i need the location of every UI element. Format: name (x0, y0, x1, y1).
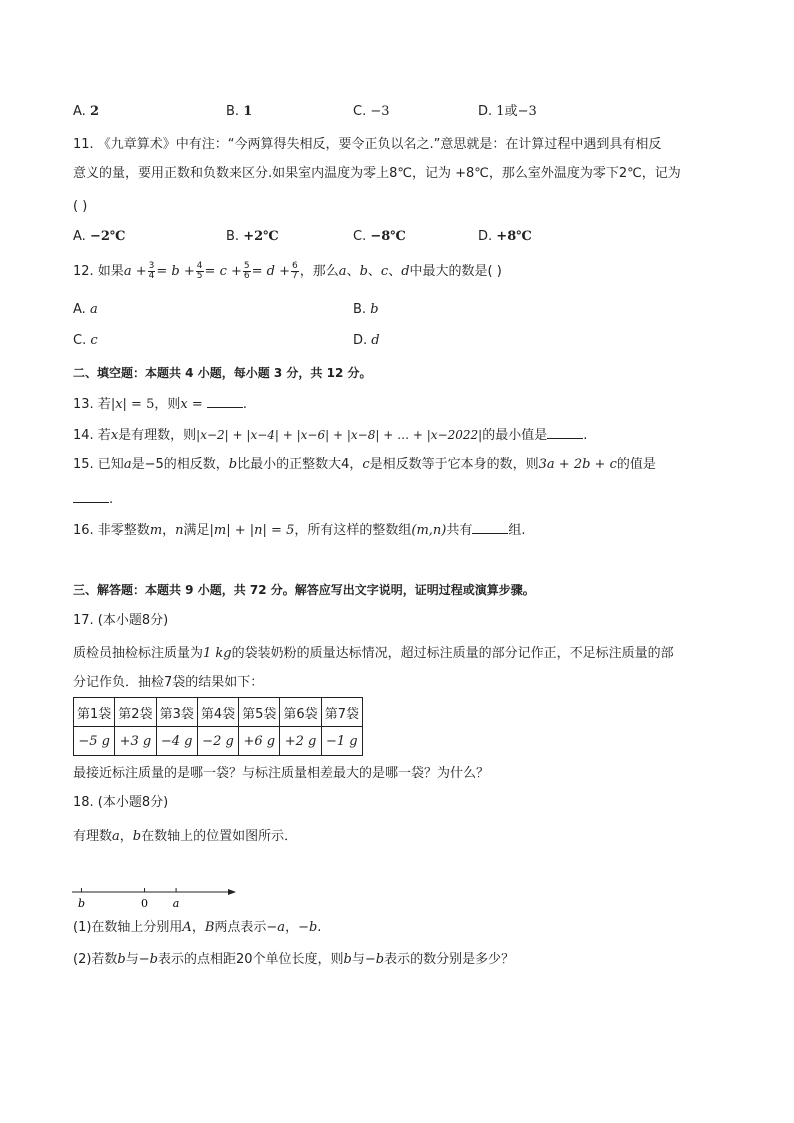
label-b: b (77, 897, 85, 910)
q11-line-1: 11. 《九章算术》中有注：“今两算得失相反，要令正负以名之.”意思就是：在计算过程中遇到具有相反 (73, 137, 662, 152)
q17-results-table (73, 697, 363, 756)
q13: 13. 若|x| = 5，则x = . (73, 394, 247, 414)
table-header-cell: 第5袋 (239, 698, 280, 727)
q13-answer-blank[interactable] (207, 394, 243, 408)
q14-answer-blank[interactable] (547, 425, 583, 439)
q18-heading: 18. (本小题8分) (73, 795, 169, 810)
q11-option-a: A. −2℃ (73, 229, 126, 244)
section-3-heading: 三、解答题：本题共 9 小题，共 72 分。解答应写出文字说明，证明过程或演算步骤。 (73, 583, 535, 597)
q17-line-2: 分记作负．抽检7袋的结果如下： (73, 675, 264, 690)
table-header-cell: 第6袋 (280, 698, 321, 727)
q10-option-d: D. 1或−3 (478, 104, 537, 119)
table-cell: −2 g (197, 727, 238, 756)
table-header-cell: 第2袋 (115, 698, 156, 727)
q12-stem: 12. 如果a + $\frac{3}{4}$ = b + $\frac{4}{5}$ = c + $\frac{5}{6}$ = d + $\frac{6}{7}$ ，那么a、b、c、d中最大的数是( ) (73, 261, 502, 281)
label-a: a (172, 897, 180, 910)
q11-option-c: C. −8℃ (353, 229, 406, 244)
q15-line-2: . (73, 489, 113, 509)
q10-option-a: A. 2 (73, 104, 99, 119)
q12-option-d: D. d (353, 333, 380, 348)
q15-line-1: 15. 已知a是−5的相反数，b比最小的正整数大4，c是相反数等于它本身的数，则3a + 2b + c的值是 (73, 457, 656, 472)
q12-option-a: A. a (73, 302, 98, 317)
q18-part-2: (2)若数b与−b表示的点相距20个单位长度，则b与−b表示的数分别是多少？ (73, 952, 515, 967)
fraction-5-6: $\frac{5}{6}$ (243, 261, 250, 281)
table-header-cell: 第4袋 (197, 698, 238, 727)
number-line-arrow-icon (228, 889, 236, 895)
q17-line-1: 质检员抽检标注质量为1 kg的袋装奶粉的质量达标情况，超过标注质量的部分记作正，不足标注质量的部 (73, 646, 674, 661)
table-header-cell: 第7袋 (321, 698, 362, 727)
q12-option-b: B. b (353, 302, 379, 317)
table-header-cell: 第1袋 (74, 698, 115, 727)
table-cell: +3 g (115, 727, 156, 756)
q15-answer-blank[interactable] (73, 489, 109, 503)
q16: 16. 非零整数m，n满足|m| + |n| = 5，所有这样的整数组(m,n)共有 组. (73, 520, 526, 540)
q18-line-1: 有理数a，b在数轴上的位置如图所示． (73, 829, 298, 844)
table-header-cell: 第3袋 (156, 698, 197, 727)
fraction-4-5: $\frac{4}{5}$ (196, 261, 203, 281)
table-cell: −5 g (74, 727, 115, 756)
q10-option-b: B. 1 (226, 104, 253, 119)
q16-answer-blank[interactable] (472, 520, 508, 534)
table-header-row (74, 698, 363, 727)
q10-option-c: C. −3 (353, 104, 390, 119)
label-zero: 0 (141, 897, 149, 910)
q17-heading: 17. (本小题8分) (73, 613, 169, 628)
table-cell: −4 g (156, 727, 197, 756)
number-line (70, 884, 250, 912)
table-cell: −1 g (321, 727, 362, 756)
section-2-heading: 二、填空题：本题共 4 小题，每小题 3 分，共 12 分。 (73, 366, 372, 380)
fraction-6-7: $\frac{6}{7}$ (292, 261, 298, 281)
q11-line-2: 意义的量，要用正数和负数来区分.如果室内温度为零上8℃，记为 +8℃，那么室外温度为零下2℃，记为 (73, 166, 681, 181)
q12-option-c: C. c (73, 333, 98, 348)
q18-part-1: (1)在数轴上分别用A，B两点表示−a，−b. (73, 920, 322, 935)
fraction-3-4: $\frac{3}{4}$ (148, 261, 155, 281)
table-cell: +2 g (280, 727, 321, 756)
table-row (74, 727, 363, 756)
q17-question: 最接近标注质量的是哪一袋？与标注质量相差最大的是哪一袋？为什么？ (73, 766, 490, 781)
q11-option-d: D. +8℃ (478, 229, 532, 244)
table-cell: +6 g (239, 727, 280, 756)
q11-option-b: B. +2℃ (226, 229, 279, 244)
q14: 14. 若x是有理数，则|x−2| + |x−4| + |x−6| + |x−8| + … + |x−2022|的最小值是 . (73, 425, 587, 445)
q11-answer-bracket: ( ) (73, 199, 88, 214)
